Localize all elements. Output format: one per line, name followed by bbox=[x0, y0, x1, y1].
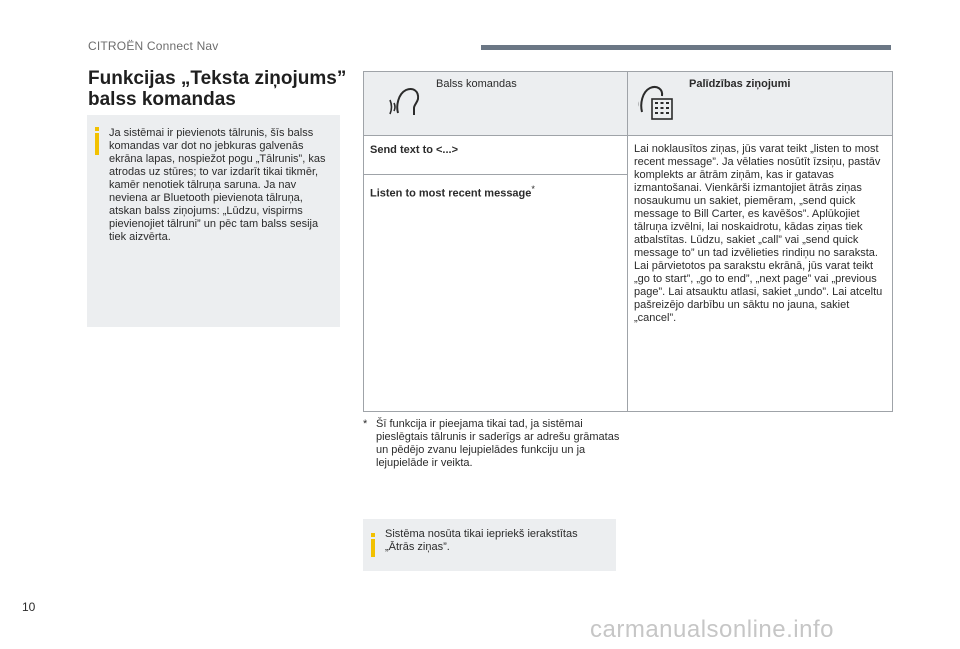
column-header-label: Balss komandas bbox=[436, 78, 517, 90]
page-number: 10 bbox=[22, 600, 36, 614]
info-box-text: Ja sistēmai ir pievienots tālrunis, šīs balss komandas var dot no jebkuras galvenās ekrāna lapas, nospiežot pogu „Tālrunis”, kas atrodas uz stūres; to var izdarīt tikai tikmēr, kamēr nenotiek tālruņa saruna. Ja nav neviena ar Bluetooth pievienota tālruņa, atskan balss ziņojums: „Lūdzu, vispirms pievienojiet tālruni” un pēc tam balss sesija tiek aizvērta. bbox=[109, 127, 326, 243]
watermark: carmanualsonline.info bbox=[590, 616, 834, 643]
page-title: Funkcijas „Teksta ziņojums” balss komandas bbox=[88, 68, 347, 110]
header-accent-bar bbox=[481, 45, 891, 50]
voice-commands-table bbox=[363, 71, 893, 412]
command-listen-recent: Listen to most recent message bbox=[370, 187, 532, 200]
column-header-label: Palīdzības ziņojumi bbox=[689, 78, 791, 90]
voice-command-speaking-head-icon bbox=[386, 82, 422, 122]
footnote-text: Šī funkcija ir pieejama tikai tad, ja sistēmai pieslēgtais tālrunis ir saderīgs ar adrešu grāmatas un pēdējo zvanu lejupielādes funkciju un ja lejupielāde ir veikta. bbox=[376, 418, 620, 469]
info-icon bbox=[371, 539, 375, 557]
footnote bbox=[363, 418, 623, 470]
info-icon bbox=[95, 133, 99, 155]
voice-help-keypad-icon bbox=[638, 82, 674, 122]
column-header-voice-commands bbox=[364, 72, 628, 136]
command-send-text: Send text to <...> bbox=[370, 144, 459, 156]
help-message-text: Lai noklausītos ziņas, jūs varat teikt „listen to most recent message”. Ja vēlaties nosūtīt īzsiņu, pastāv komplekts ar ātrām ziņām, kas ir gatavas izmantošanai. Vienkārši izmantojiet ātrās ziņas nosaukumu un sakiet, piemēram, „send quick message to Bill Carter, es kavēšos”. Aplūkojiet tālruņa izvēlni, lai noskaidrotu, kādas ziņas tiek atbalstītas. Lūdzu, sakiet „call” vai „send quick message to” un tad izvēlieties rindiņu no saraksta. Lai pārvietotos pa sarakstu ekrānā, jūs varat teikt „go to start”, „go to end”, „next page” vai „previous page”. Lai atsauktu atlasi, sakiet „undo”. Lai atceltu pašreizējo darbību un sāktu no jauna, sakiet „cancel”. bbox=[634, 143, 883, 324]
footnote-marker: * bbox=[531, 184, 535, 194]
command-cell-listen-recent bbox=[364, 175, 628, 412]
info-box-phone-connection bbox=[87, 115, 340, 327]
document-brand-header: CITROËN Connect Nav bbox=[88, 39, 219, 53]
footnote-asterisk: * bbox=[363, 418, 368, 430]
column-header-help-messages bbox=[628, 72, 893, 136]
help-message-cell bbox=[628, 136, 893, 412]
command-cell-send-text bbox=[364, 136, 628, 175]
info-box-quick-messages bbox=[363, 519, 616, 571]
info-box-text: Sistēma nosūta tikai iepriekš ierakstītas „Ātrās ziņas”. bbox=[385, 528, 578, 553]
